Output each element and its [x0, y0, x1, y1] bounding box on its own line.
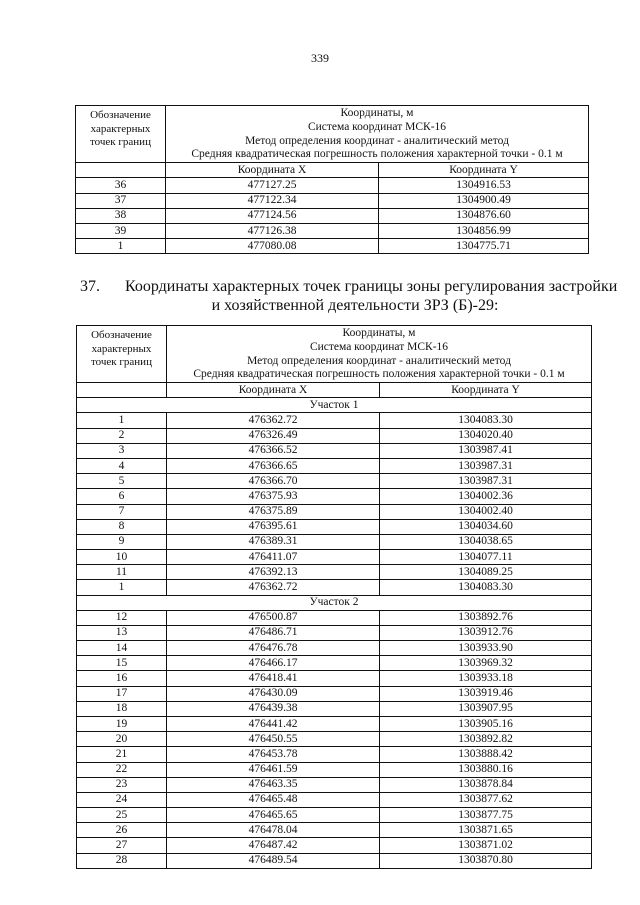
coordinate-x-cell: 476430.09 [167, 686, 380, 701]
coordinate-x-cell: 476411.07 [167, 550, 380, 565]
table-row [77, 686, 592, 701]
coordinate-y-cell: 1303877.75 [380, 808, 592, 823]
header-line: Средняя квадратическая погрешность положения характерной точки - 0.1 м [191, 148, 563, 161]
column-header-row [76, 163, 589, 178]
point-cell: 1 [77, 580, 167, 595]
coordinate-x-cell: 476366.52 [167, 443, 380, 458]
point-cell: 9 [77, 534, 167, 549]
point-cell: 1 [76, 239, 166, 254]
coordinate-x-cell: 476366.70 [167, 474, 380, 489]
table-row [77, 625, 592, 640]
coordinate-x-cell: 476375.89 [167, 504, 380, 519]
coordinate-x-cell: 476489.54 [167, 853, 380, 868]
point-cell: 1 [77, 413, 167, 428]
table-row [77, 853, 592, 868]
coordinate-y-cell: 1304002.40 [380, 504, 592, 519]
table-row [77, 838, 592, 853]
header-line: точек границ [91, 356, 152, 368]
header-line: Координаты, м [340, 107, 414, 119]
coordinate-x-cell: 476366.65 [167, 458, 380, 473]
coordinate-y-cell: 1304089.25 [380, 565, 592, 580]
coordinate-y-cell: 1304856.99 [379, 223, 589, 238]
header-line: Метод определения координат - аналитический метод [245, 134, 509, 147]
plot-label: Участок 2 [77, 595, 592, 610]
header-line: Средняя квадратическая погрешность положения характерной точки - 0.1 м [193, 368, 565, 381]
coordinate-y-cell: 1304775.71 [379, 239, 589, 254]
table-row [76, 239, 589, 254]
header-line: Метод определения координат - аналитический метод [247, 354, 511, 367]
point-cell: 4 [77, 458, 167, 473]
coordinates-table-zrz-b-29 [76, 325, 592, 869]
table-row [76, 223, 589, 238]
coordinate-x-cell: 476395.61 [167, 519, 380, 534]
coordinate-y-cell: 1304916.53 [379, 178, 589, 193]
coordinate-y-cell: 1303987.31 [380, 458, 592, 473]
coordinate-y-cell: 1303892.76 [380, 610, 592, 625]
table-row [77, 504, 592, 519]
section-title-line2: и хозяйственной деятельности ЗРЗ (Б)-29: [211, 297, 499, 314]
coordinate-x-cell: 476392.13 [167, 565, 380, 580]
header-line: характерных [91, 342, 152, 355]
coordinate-x-cell: 476478.04 [167, 823, 380, 838]
point-cell: 24 [77, 792, 167, 807]
coordinate-x-cell: 477080.08 [166, 239, 379, 254]
point-cell: 6 [77, 489, 167, 504]
coordinate-y-cell: 1303892.82 [380, 732, 592, 747]
coordinate-y-cell: 1303912.76 [380, 625, 592, 640]
section-number: 37. [80, 278, 100, 295]
point-cell: 14 [77, 641, 167, 656]
table-row [77, 747, 592, 762]
point-cell: 20 [77, 732, 167, 747]
table-header-row [77, 326, 592, 383]
table-row [77, 519, 592, 534]
coordinate-y-cell: 1303905.16 [380, 716, 592, 731]
header-line: характерных [90, 122, 151, 135]
header-line: Система координат МСК-16 [307, 120, 447, 133]
coordinate-y-cell: 1304034.60 [380, 519, 592, 534]
table-row [77, 489, 592, 504]
coordinate-y-cell: 1303987.31 [380, 474, 592, 489]
table-row [77, 701, 592, 716]
point-cell: 18 [77, 701, 167, 716]
plot-label: Участок 1 [77, 398, 592, 413]
coordinate-y-cell: 1303880.16 [380, 762, 592, 777]
table-row [77, 808, 592, 823]
coordinate-y-cell: 1303907.95 [380, 701, 592, 716]
header-line: Обозначение [90, 109, 151, 121]
table-row [77, 413, 592, 428]
table-row [76, 193, 589, 208]
table-row [77, 428, 592, 443]
page-number: 339 [311, 51, 329, 65]
coordinate-y-cell: 1303878.84 [380, 777, 592, 792]
coordinate-x-cell: 476461.59 [167, 762, 380, 777]
column-header-row [77, 383, 592, 398]
coordinate-y-cell: 1303871.02 [380, 838, 592, 853]
point-cell: 38 [76, 208, 166, 223]
coordinates-header [167, 326, 592, 383]
coordinate-y-cell: 1303969.32 [380, 656, 592, 671]
table-row [77, 792, 592, 807]
point-cell: 8 [77, 519, 167, 534]
table-row [77, 550, 592, 565]
coordinate-y-cell: 1303933.90 [380, 641, 592, 656]
table-row [77, 474, 592, 489]
coordinate-y-cell: 1303919.46 [380, 686, 592, 701]
coordinate-x-cell: 476476.78 [167, 641, 380, 656]
coordinate-x-cell: 477126.38 [166, 223, 379, 238]
table-row [77, 534, 592, 549]
point-cell: 36 [76, 178, 166, 193]
point-cell: 12 [77, 610, 167, 625]
column-header-y: Координата Y [379, 163, 589, 178]
table-row [77, 671, 592, 686]
plot-section-row [77, 398, 592, 413]
coordinate-x-cell: 476389.31 [167, 534, 380, 549]
column-header-x: Координата X [166, 163, 379, 178]
coordinate-x-cell: 476453.78 [167, 747, 380, 762]
coordinate-x-cell: 476465.48 [167, 792, 380, 807]
point-cell: 39 [76, 223, 166, 238]
point-cell: 23 [77, 777, 167, 792]
coordinate-y-cell: 1303933.18 [380, 671, 592, 686]
table-row [77, 458, 592, 473]
point-cell: 7 [77, 504, 167, 519]
point-cell: 11 [77, 565, 167, 580]
coordinate-y-cell: 1303870.80 [380, 853, 592, 868]
coordinate-x-cell: 477124.56 [166, 208, 379, 223]
coordinate-x-cell: 476466.17 [167, 656, 380, 671]
table-row [77, 580, 592, 595]
table-row [77, 610, 592, 625]
empty-header-cell [76, 163, 166, 178]
table-row [77, 641, 592, 656]
header-line: Обозначение [91, 329, 152, 341]
coordinate-y-cell: 1303987.41 [380, 443, 592, 458]
point-cell: 15 [77, 656, 167, 671]
coordinate-x-cell: 476463.35 [167, 777, 380, 792]
plot-section-row [77, 595, 592, 610]
coordinate-y-cell: 1304083.30 [380, 413, 592, 428]
table-row [77, 443, 592, 458]
point-cell: 26 [77, 823, 167, 838]
coordinate-x-cell: 476439.38 [167, 701, 380, 716]
coordinate-y-cell: 1304083.30 [380, 580, 592, 595]
coordinate-y-cell: 1304038.65 [380, 534, 592, 549]
coordinate-y-cell: 1303871.65 [380, 823, 592, 838]
point-cell: 19 [77, 716, 167, 731]
coordinate-x-cell: 477122.34 [166, 193, 379, 208]
coordinate-x-cell: 476450.55 [167, 732, 380, 747]
coordinate-y-cell: 1304020.40 [380, 428, 592, 443]
point-designation-header [76, 106, 166, 163]
point-cell: 3 [77, 443, 167, 458]
table-row [77, 656, 592, 671]
coordinates-table-continued [75, 105, 589, 254]
coordinate-y-cell: 1303877.62 [380, 792, 592, 807]
column-header-y: Координата Y [380, 383, 592, 398]
empty-header-cell [77, 383, 167, 398]
table-row [77, 762, 592, 777]
column-header-x: Координата X [167, 383, 380, 398]
table-row [76, 208, 589, 223]
coordinate-y-cell: 1304002.36 [380, 489, 592, 504]
point-cell: 37 [76, 193, 166, 208]
table-header-row [76, 106, 589, 163]
point-cell: 27 [77, 838, 167, 853]
point-cell: 16 [77, 671, 167, 686]
point-cell: 25 [77, 808, 167, 823]
header-line: Система координат МСК-16 [309, 340, 449, 353]
point-cell: 21 [77, 747, 167, 762]
coordinate-x-cell: 476486.71 [167, 625, 380, 640]
table-row [77, 777, 592, 792]
coordinate-y-cell: 1304876.60 [379, 208, 589, 223]
coordinate-y-cell: 1303888.42 [380, 747, 592, 762]
coordinate-x-cell: 476326.49 [167, 428, 380, 443]
coordinates-header [166, 106, 589, 163]
coordinate-x-cell: 477127.25 [166, 178, 379, 193]
table-row [76, 178, 589, 193]
table-row [77, 565, 592, 580]
point-cell: 28 [77, 853, 167, 868]
header-line: Координаты, м [342, 327, 416, 339]
coordinate-x-cell: 476465.65 [167, 808, 380, 823]
coordinate-x-cell: 476500.87 [167, 610, 380, 625]
point-designation-header [77, 326, 167, 383]
header-line: точек границ [90, 136, 151, 148]
point-cell: 10 [77, 550, 167, 565]
point-cell: 22 [77, 762, 167, 777]
coordinate-x-cell: 476375.93 [167, 489, 380, 504]
coordinate-x-cell: 476362.72 [167, 413, 380, 428]
coordinate-x-cell: 476441.42 [167, 716, 380, 731]
point-cell: 2 [77, 428, 167, 443]
coordinate-x-cell: 476487.42 [167, 838, 380, 853]
coordinate-x-cell: 476362.72 [167, 580, 380, 595]
point-cell: 17 [77, 686, 167, 701]
section-title-line1: Координаты характерных точек границы зоны регулирования застройки [125, 278, 618, 295]
coordinate-y-cell: 1304077.11 [380, 550, 592, 565]
point-cell: 5 [77, 474, 167, 489]
coordinate-x-cell: 476418.41 [167, 671, 380, 686]
table-row [77, 732, 592, 747]
table-row [77, 823, 592, 838]
coordinate-y-cell: 1304900.49 [379, 193, 589, 208]
point-cell: 13 [77, 625, 167, 640]
table-row [77, 716, 592, 731]
